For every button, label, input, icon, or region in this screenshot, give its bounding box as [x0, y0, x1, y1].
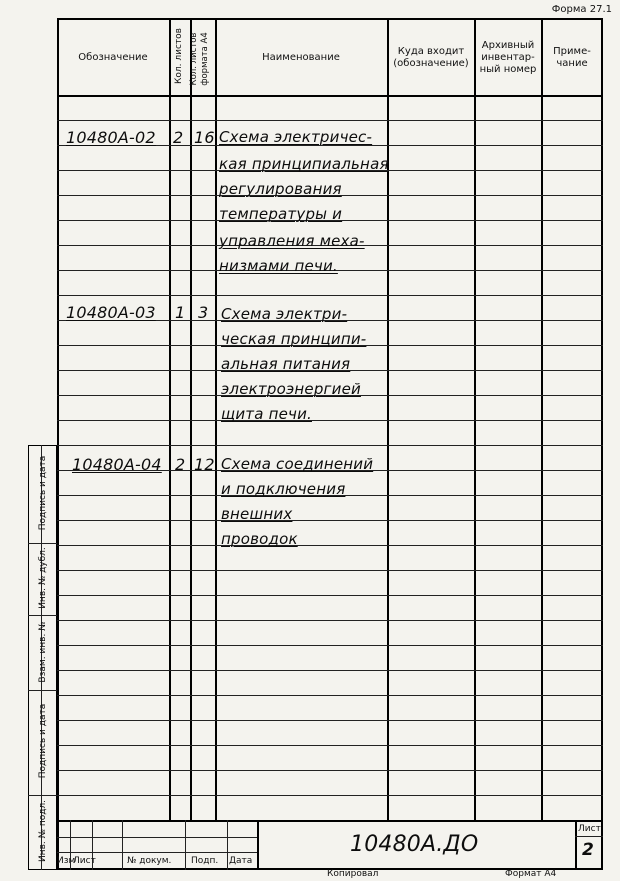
- title-col-label: Лист: [73, 856, 96, 866]
- table-row-line: [57, 595, 603, 596]
- table-row-line: [57, 720, 603, 721]
- title-top-line: [57, 820, 603, 822]
- footer-format: Формат А4: [505, 869, 557, 879]
- row-designation: 10480А-02: [66, 128, 156, 147]
- table-row-line: [57, 645, 603, 646]
- side-label: Подпись и дата: [38, 703, 48, 779]
- row-name-line: Схема электри-: [221, 305, 348, 323]
- row-name-line: альная питания: [221, 355, 351, 373]
- sheet-number: 2: [582, 840, 595, 860]
- table-row-line: [57, 520, 603, 521]
- header-designation: Обозначение: [78, 52, 148, 63]
- title-col-label: Дата: [229, 856, 253, 866]
- title-col-label: № докум.: [127, 856, 172, 866]
- row-name-line: температуры и: [219, 205, 343, 223]
- side-label: Инв. № дубл.: [38, 547, 48, 609]
- header-included-in: Куда входит (обозначение): [393, 46, 469, 69]
- row-name-line: кая принципиальная: [219, 155, 389, 173]
- sheet-label: Лист: [578, 824, 601, 834]
- title-grid-line: [185, 820, 186, 870]
- title-grid-line: [257, 820, 259, 870]
- row-sheets: 1: [175, 303, 186, 322]
- col-line-5: [474, 18, 476, 820]
- row-name-line: электроэнергией: [221, 380, 361, 398]
- header-separator: [57, 95, 603, 97]
- col-line-3: [215, 18, 217, 820]
- table-row-line: [57, 295, 603, 296]
- row-name-line: Схема соединений: [221, 455, 374, 473]
- row-sheets: 2: [175, 455, 186, 474]
- row-designation: 10480А-03: [66, 303, 156, 322]
- header-note: Приме- чание: [553, 46, 591, 69]
- header-name: Наименование: [262, 52, 340, 63]
- doc-code: 10480А.ДО: [350, 832, 479, 857]
- row-name-line: щита печи.: [221, 405, 312, 423]
- table-row-line: [57, 770, 603, 771]
- header-sheets: Кол. листов: [174, 28, 184, 84]
- row-name-line: Схема электричес-: [219, 128, 373, 146]
- title-grid-line: [575, 836, 603, 837]
- header-a4: Кол. листов формата А4: [189, 32, 210, 86]
- table-row-line: [57, 795, 603, 796]
- title-grid-line: [122, 820, 123, 870]
- row-a4: 3: [198, 303, 209, 322]
- table-row-line: [57, 670, 603, 671]
- title-grid-line: [227, 820, 228, 870]
- side-label: Инв. № подл.: [38, 799, 48, 863]
- table-row-line: [57, 445, 603, 446]
- col-line-1: [169, 18, 171, 820]
- col-line-2: [190, 18, 192, 820]
- table-row-line: [57, 545, 603, 546]
- row-name-line: регулирования: [219, 180, 342, 198]
- table-row-line: [57, 120, 603, 121]
- row-name-line: внешних: [221, 505, 293, 523]
- title-col-label: Подп.: [191, 856, 219, 866]
- footer-copied: Копировал: [327, 869, 379, 879]
- side-label: Взам. инв. №: [38, 621, 48, 683]
- row-sheets: 2: [173, 128, 184, 147]
- title-col-label: Изм: [57, 856, 76, 866]
- row-name-line: проводок: [221, 530, 298, 548]
- row-designation: 10480А-04: [72, 455, 162, 474]
- table-row-line: [57, 570, 603, 571]
- row-name-line: ческая принципи-: [221, 330, 367, 348]
- table-row-line: [57, 620, 603, 621]
- form-label: Форма 27.1: [551, 4, 612, 15]
- row-name-line: низмами печи.: [219, 257, 338, 275]
- row-a4: 16: [194, 128, 215, 147]
- col-line-4: [387, 18, 389, 820]
- header-archive-number: Архивный инвентар- ный номер: [479, 40, 537, 75]
- col-line-6: [541, 18, 543, 820]
- row-a4: 12: [194, 455, 215, 474]
- table-row-line: [57, 420, 603, 421]
- row-name-line: и подключения: [221, 480, 346, 498]
- side-label: Подпись и дата: [38, 455, 48, 531]
- title-grid-line: [575, 820, 577, 870]
- row-name-line: управления меха-: [219, 232, 365, 250]
- table-row-line: [57, 745, 603, 746]
- table-row-line: [57, 695, 603, 696]
